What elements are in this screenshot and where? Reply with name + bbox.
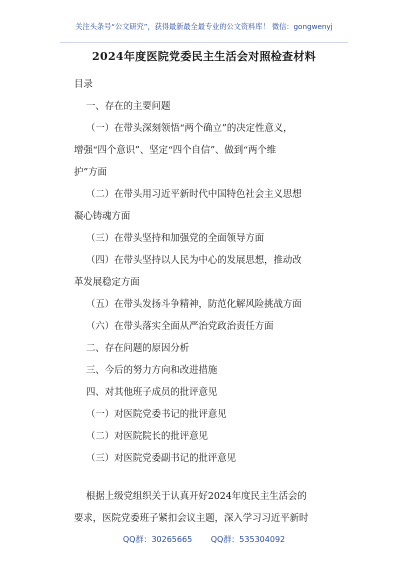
footer-contacts	[0, 534, 408, 545]
document-title: 2024年度医院党委民主生活会对照检查材料	[92, 50, 316, 63]
toc-item: 凝心铸魂方面	[74, 211, 131, 222]
header-divider	[60, 42, 348, 43]
toc-label: 目录	[74, 79, 93, 90]
toc-item: （二）对医院院长的批评意见	[86, 431, 208, 442]
toc-item: 护”方面	[74, 167, 107, 178]
body-paragraph-line: 根据上级党组织关于认真开好2024年度民主生活会的	[86, 491, 307, 502]
toc-item: （一）对医院党委书记的批评意见	[86, 409, 227, 420]
header-notice: 关注头条号“公文研究”，获得最新最全最专业的公文资料库！ 微信：gongwenyj	[75, 22, 333, 31]
footer-qq-group-2: QQ群：535304092	[210, 535, 286, 544]
toc-item: 三、今后的努力方向和改进措施	[86, 365, 218, 376]
toc-item: （五）在带头发扬斗争精神，防范化解风险挑战方面	[86, 299, 302, 310]
toc-item: （一）在带头深刻领悟“两个确立”的决定性意义，	[86, 123, 293, 134]
toc-item: （三）对医院党委副书记的批评意见	[86, 453, 237, 464]
toc-item: （四）在带头坚持以人民为中心的发展思想，推动改	[86, 255, 302, 266]
toc-item: （二）在带头用习近平新时代中国特色社会主义思想	[86, 189, 302, 200]
body-paragraph-line: 要求，医院党委班子紧扣会议主题，深入学习习近平新时	[74, 513, 309, 524]
toc-item: 革发展稳定方面	[74, 277, 140, 288]
toc-item: （三）在带头坚持和加强党的全面领导方面	[86, 233, 265, 244]
toc-item: 增强“四个意识”、坚定“四个自信”、做到“两个维	[74, 145, 277, 156]
toc-item: 四、对其他班子成员的批评意见	[86, 387, 218, 398]
toc-item: 二、存在问题的原因分析	[86, 343, 190, 354]
footer-qq-group-1: QQ群：30265665	[122, 535, 193, 544]
toc-item: （六）在带头落实全面从严治党政治责任方面	[86, 321, 274, 332]
toc-item: 一、存在的主要问题	[86, 101, 171, 112]
